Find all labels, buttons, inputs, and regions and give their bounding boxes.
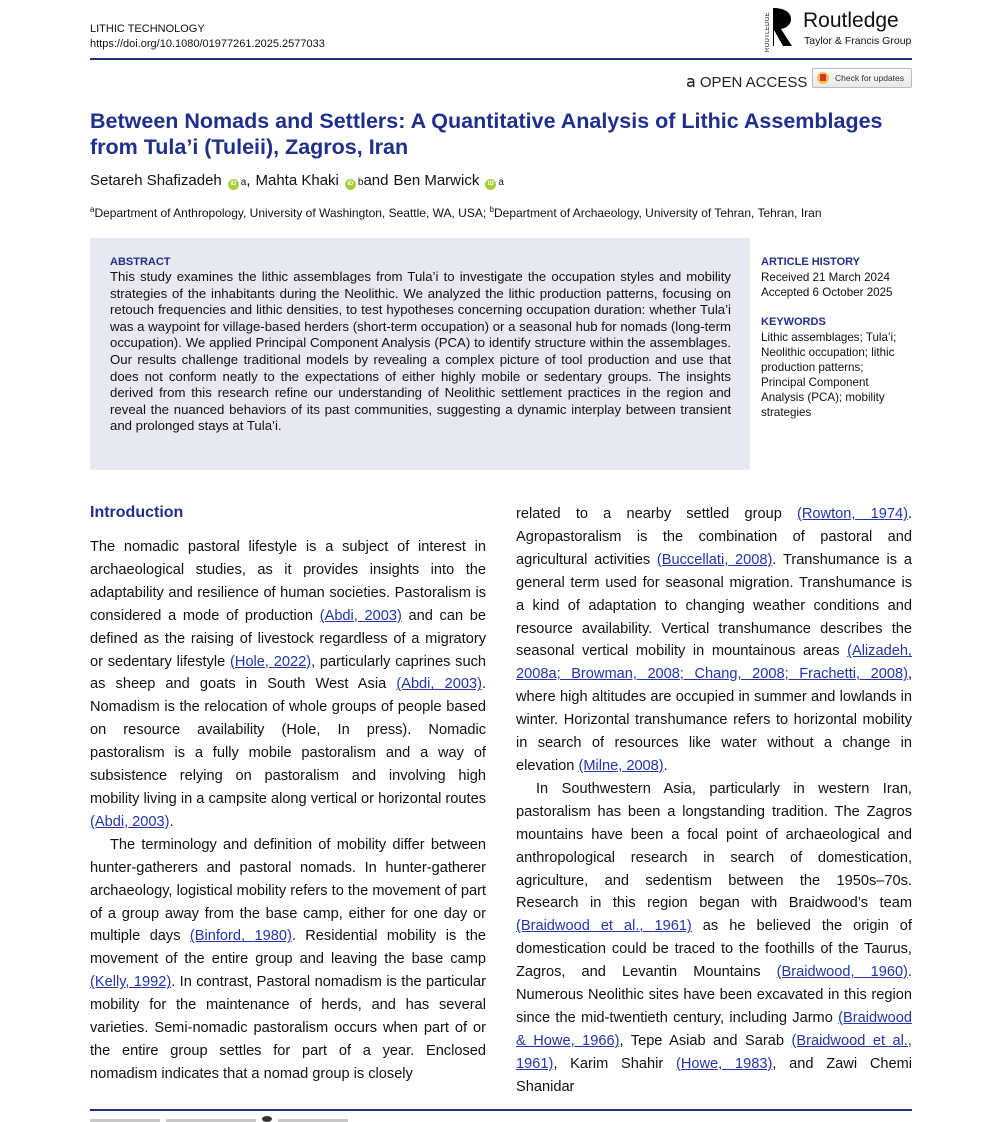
body-column-right <box>516 503 912 1099</box>
affiliation-mark: b <box>489 205 494 214</box>
publisher-name: Routledge <box>803 9 899 32</box>
publisher-group: Taylor & Francis Group <box>804 35 912 47</box>
article-history-heading: ARTICLE HISTORY <box>761 256 861 268</box>
publisher-vertical-text: ROUTLEDGE <box>765 12 771 53</box>
citation-link[interactable]: (Braidwood et al., 1961) <box>516 918 692 935</box>
orcid-icon[interactable]: iD <box>345 179 356 190</box>
open-access-label: OPEN ACCESS <box>699 73 808 91</box>
citation-link[interactable]: (Alizadeh, 2008a; Browman, 2008; Chang, 2008; Frachetti, 2008) <box>516 643 912 683</box>
citation-link[interactable]: (Abdi, 2003) <box>396 676 482 693</box>
author-name[interactable]: Setareh Shafizadeh <box>90 172 222 189</box>
abstract-text: This study examines the lithic assemblages from Tula’i to investigate the occupation styles and mobility strategies of the inhabitants during the Neolithic. We analyzed the lithic production patterns, focusing on retouch frequencies and lithic densities, to test hypotheses concerning occupation duration: whether Tula’i was a waypoint for village-based herders (short-term occupation) or a seasonal hub for nomads (long-term occupation). We applied Principal Component Analysis (PCA) to identify structure within the assemblages. Our results challenge traditional models by revealing a complex picture of tool production and use that does not conform neatly to the expectations of either highly mobile or sedentary groups. The insights derived from this research refine our understanding of Neolithic settlement practices in the region and reveal the nuanced behaviors of its past communities, suggesting a dynamic interplay between transient and prolonged stays at Tula’i. <box>110 269 731 434</box>
header-divider <box>90 58 912 60</box>
paragraph: The nomadic pastoral lifestyle is a subject of interest in archaeological studies, as it provides insights into the adaptability and resilience of human societies. Pastoralism is considered a mode of production (Abdi, 2003) and can be defined as the raising of livestock regardless of a migratory or sedentary lifestyle (Hole, 2022), particularly caprines such as sheep and goats in South West Asia (Abdi, 2003). Nomadism is the relocation of whole groups of people based on resource availability (Hole, In press). Nomadic pastoralism is a fully mobile pastoralism and a way of subsistence relying on pastoralism and involving high mobility living in a campsite along vertical or horizontal routes (Abdi, 2003). <box>90 539 486 830</box>
check-for-updates-button[interactable] <box>812 68 912 88</box>
bookmark-icon <box>817 72 829 84</box>
citation-link[interactable]: (Binford, 1980) <box>189 928 292 945</box>
affiliation-text: Department of Anthropology, University of Washington, Seattle, WA, USA; <box>94 206 487 220</box>
received-date: Received 21 March 2024 <box>761 271 890 284</box>
publisher-logo[interactable] <box>764 6 914 53</box>
citation-link[interactable]: (Braidwood & Howe, 1966) <box>516 1009 912 1049</box>
orcid-icon[interactable]: iD <box>228 179 239 190</box>
accepted-date: Accepted 6 October 2025 <box>761 286 893 299</box>
journal-header <box>90 22 325 52</box>
footer-divider <box>90 1109 912 1111</box>
doi-link[interactable]: https://doi.org/10.1080/01977261.2025.2577033 <box>90 38 325 50</box>
author-name[interactable]: Ben Marwick <box>393 172 480 189</box>
citation-link[interactable]: (Abdi, 2003) <box>90 813 170 830</box>
author-separator: , <box>246 172 251 189</box>
citation-link[interactable]: (Buccellati, 2008) <box>656 551 773 568</box>
citation-link[interactable]: (Hole, 2022) <box>230 653 312 670</box>
section-heading-introduction: Introduction <box>90 504 184 521</box>
citation-link[interactable]: (Abdi, 2003) <box>319 607 402 624</box>
paragraph: related to a nearby settled group (Rowton, 1974). Agropastoralism is the combination of pastoral and agricultural activities (Buccellati, 2008). Transhumance is a general term used for seasonal migration. Transhumance is a kind of adaptation to changing weather conditions and resource availability. Vertical transhumance describes the seasonal vertical mobility in mountainous areas (Alizadeh, 2008a; Browman, 2008; Chang, 2008; Frachetti, 2008), where high altitudes are occupied in summer and lowlands in winter. Horizontal transhumance refers to horizontal mobility in search of resources like water without a change in elevation (Milne, 2008). <box>516 506 912 774</box>
citation-link[interactable]: (Rowton, 1974) <box>797 506 908 522</box>
affiliation-mark: a <box>90 205 95 214</box>
keywords-text: Lithic assemblages; Tula’i; Neolithic occupation; lithic production patterns; Principal Component Analysis (PCA); mobility strategies <box>761 331 897 419</box>
article-history <box>761 270 911 300</box>
citation-link[interactable]: (Milne, 2008) <box>578 757 664 774</box>
paragraph: The terminology and definition of mobility differ between hunter-gatherers and pastoral nomads. In hunter-gatherer archaeology, logistical mobility refers to the movement of part of a group away from the base camp, either for one day or multiple days (Binford, 1980). Residential mobility is the movement of the entire group and leaving the base camp (Kelly, 1992). In contrast, Pastoral nomadism is the particular mobility for the maintenance of herds, and has several varieties. Semi-nomadic pastoralism occurs when part of or the entire group settles for part of a year. Enclosed nomadism indicates that a nomad group is closely <box>90 836 486 1082</box>
orcid-icon[interactable]: iD <box>485 179 496 190</box>
affiliations <box>90 206 822 220</box>
paragraph: In Southwestern Asia, particularly in western Iran, pastoralism has been a longstanding tradition. The Zagros mountains have been a focal point of archaeological and anthropological research in search of domestication, agriculture, and sedentism between the 1950s–70s. Research in this region began with Braidwood’s team (Braidwood et al., 1961) as he believed the origin of domestication could be traced to the foothills of the Taurus, Zagros, and Levantin Mountains (Braidwood, 1960). Numerous Neolithic sites have been excavated in this region since the mid-twentieth century, including Jarmo (Braidwood & Howe, 1966), Tepe Asiab and Sarab (Braidwood et al., 1961), Karim Shahir (Howe, 1983), and Zawi Chemi Shanidar <box>516 780 912 1095</box>
affiliation-text: Department of Archaeology, University of Tehran, Tehran, Iran <box>493 206 822 220</box>
citation-link[interactable]: (Kelly, 1992) <box>90 974 172 991</box>
author-list: Setareh Shafizadeh iD a , Mahta Khaki iD b and Ben Marwick iD a <box>90 172 504 189</box>
footer-text-cropped <box>90 1115 370 1122</box>
journal-name: LITHIC TECHNOLOGY <box>90 23 205 35</box>
author-name[interactable]: Mahta Khaki <box>255 172 339 189</box>
citation-link[interactable]: (Braidwood, 1960) <box>776 964 908 981</box>
keywords-heading: KEYWORDS <box>761 316 826 328</box>
check-for-updates-label: Check for updates <box>835 73 904 83</box>
open-lock-icon: 𝖺 <box>686 74 696 91</box>
citation-link[interactable]: (Braidwood et al., 1961) <box>516 1032 912 1072</box>
author-separator: and <box>363 172 389 189</box>
citation-link[interactable]: (Howe, 1983) <box>675 1055 773 1072</box>
body-column-left <box>90 536 486 1086</box>
article-title: Between Nomads and Settlers: A Quantitative Analysis of Lithic Assemblages from Tula’i (Tuleii), Zagros, Iran <box>90 109 883 159</box>
open-access-badge <box>686 72 807 92</box>
abstract-heading: ABSTRACT <box>110 256 171 268</box>
